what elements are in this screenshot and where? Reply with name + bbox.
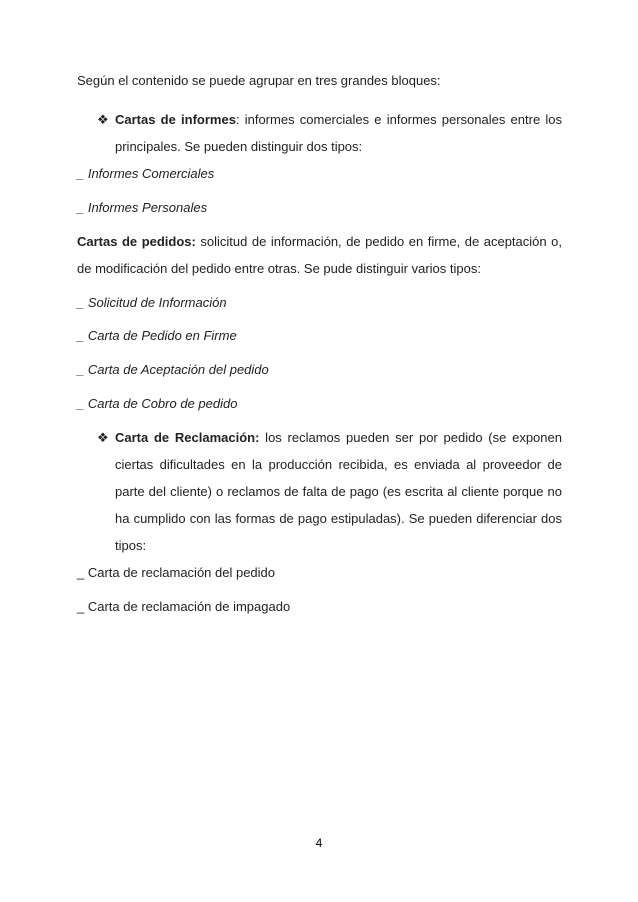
informes-text-line1: : informes comerciales e informes personales entre los xyxy=(235,112,562,127)
bullet-diamond-icon: ❖ xyxy=(97,112,109,127)
informes-text-line2: principales. Se pueden distinguir dos tipos: xyxy=(115,139,363,154)
informes-paragraph-line1 xyxy=(115,112,562,128)
pedidos-item-firme: _ Carta de Pedido en Firme xyxy=(77,328,237,343)
pedidos-item-cobro: _ Carta de Cobro de pedido xyxy=(77,396,238,411)
pedidos-heading: Cartas de pedidos: xyxy=(77,234,196,249)
reclamacion-paragraph-line1 xyxy=(115,430,562,446)
reclamacion-text-line2: ciertas dificultades en la producción recibida, es enviada al proveedor de xyxy=(115,457,562,472)
reclamacion-text-line1: los reclamos pueden ser por pedido (se exponen xyxy=(259,430,562,445)
reclamacion-item-pedido: _ Carta de reclamación del pedido xyxy=(77,565,276,580)
pedidos-text-line1: solicitud de información, de pedido en firme, de aceptación o, xyxy=(195,234,562,249)
reclamacion-text-line3: parte del cliente) o reclamos de falta de pago (es escrita al cliente porque no xyxy=(115,484,562,499)
intro-paragraph: Según el contenido se puede agrupar en tres grandes bloques: xyxy=(77,73,441,88)
reclamacion-text-line5: tipos: xyxy=(115,538,147,553)
reclamacion-text-line4: ha cumplido con las formas de pago estipuladas). Se pueden diferenciar dos xyxy=(115,511,562,526)
reclamacion-heading: Carta de Reclamación: xyxy=(115,430,260,445)
informes-heading: Cartas de informes xyxy=(115,112,236,127)
informes-item-personales: _ Informes Personales xyxy=(77,200,208,215)
pedidos-text-line2: de modificación del pedido entre otras. Se pude distinguir varios tipos: xyxy=(77,261,481,276)
pedidos-item-solicitud: _ Solicitud de Información xyxy=(77,295,227,310)
reclamacion-item-impagado: _ Carta de reclamación de impagado xyxy=(77,599,291,614)
pedidos-item-aceptacion: _ Carta de Aceptación del pedido xyxy=(77,362,269,377)
page-number: 4 xyxy=(315,836,323,850)
informes-item-comerciales: _ Informes Comerciales xyxy=(77,166,215,181)
pedidos-paragraph-line1 xyxy=(77,234,562,250)
bullet-diamond-icon: ❖ xyxy=(97,430,109,445)
